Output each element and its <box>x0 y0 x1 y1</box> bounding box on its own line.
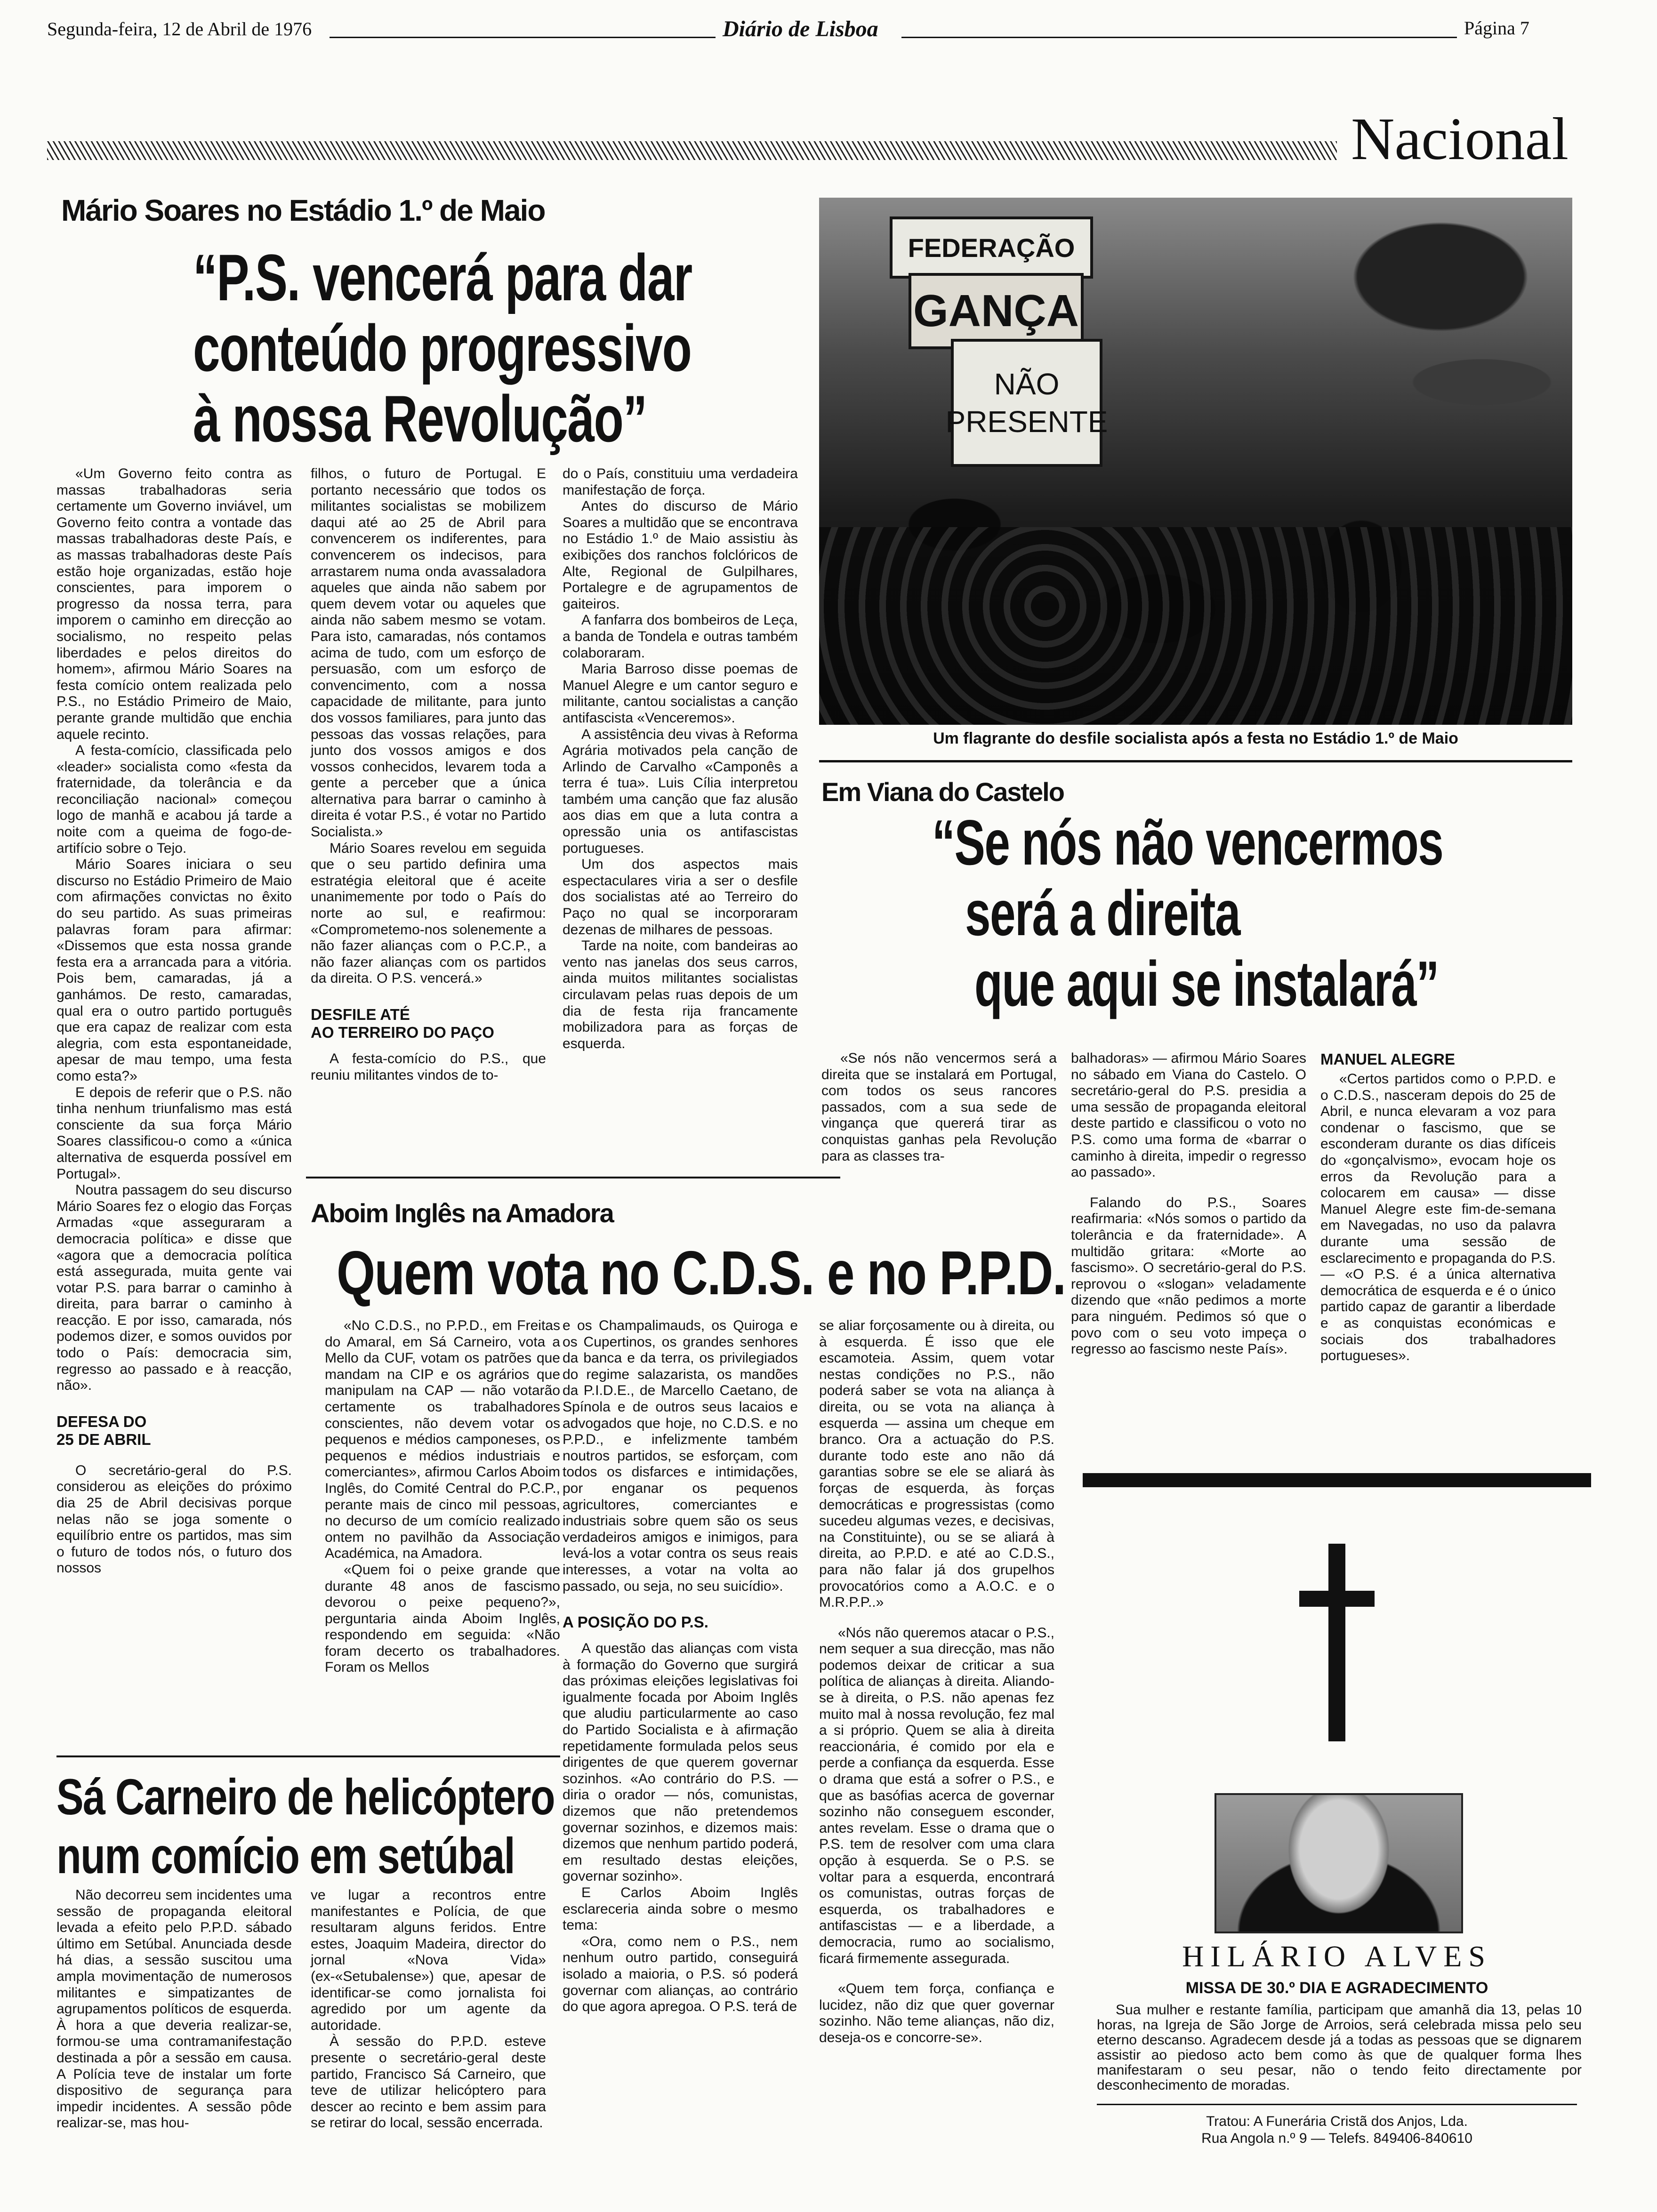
paragraph: «Se nós não vencermos será a direita que se instalará em Portugal, com todos os seus rancores passados, com a sua sede de vingança que quererá tirar as conquistas ganhas pela Revolução para as classes tra- <box>821 1050 1057 1164</box>
article-viana-castelo <box>819 762 1582 1364</box>
paragraph: «Quem tem força, confiança e lucidez, não diz que quer governar sozinho. Não teme alianças, não diz, deseja-os e concorre-se». <box>819 1981 1054 2045</box>
headline-line: “Se nós não vencermos <box>932 807 1443 878</box>
newspaper-name: Diário de Lisboa <box>723 16 878 41</box>
obituary-border-top <box>1083 1473 1591 1487</box>
page-number: Página 7 <box>1464 17 1529 39</box>
paragraph: «Certos partidos como o P.P.D. e o C.D.S., nasceram depois do 25 de Abril, e nunca elevaram a voz para condenar o fascismo, que se esconderam durante os dias difíceis do «gonçalvismo», evocam hoje os erros da Revolução para a colocarem em causa» — disse Manuel Alegre este fim-de-semana em Navegadas, no uso da palavra durante uma sessão de esclarecimento e propaganda do P.S. — «O P.S. é a única alternativa democrática de esquerda e é o único partido capaz de garantir a liberdade e as conquistas económicas e sociais dos trabalhadores portugueses». <box>1320 1071 1556 1364</box>
subheading: A POSIÇÃO DO P.S. <box>563 1613 708 1631</box>
photo-banner: FEDERAÇÃO <box>890 216 1093 279</box>
article-column <box>563 1318 798 2015</box>
subheading: MANUEL ALEGRE <box>1320 1050 1456 1068</box>
paragraph: A festa-comício, classificada pelo «leader» socialista como «festa da fraternidade, da tolerância e da reconciliação nacional» começou logo de manhã e acabou já tarde a noite com a queima de fogo-de-artifício sobre o Tejo. <box>56 743 292 856</box>
headline-line: Sá Carneiro de helicóptero <box>56 1768 555 1825</box>
paragraph: «No C.D.S., no P.P.D., em Freitas do Amaral, em Sá Carneiro, vota a Mello da CUF, votam os patrões que mandam na CIP e os agrários que manipulam na CAP — não votarão certamente os trabalhadores conscientes, não devem votar os pequenos e médios camponeses, os pequenos e médios industriais e comerciantes», afirmou Carlos Aboim Inglês, do Comité Central do P.C.P., perante mais de cinco mil pessoas, no decurso de um comício realizado ontem no pavilhão da Associação Académica, na Amadora. <box>325 1318 560 1562</box>
headline-line: que aqui se instalará” <box>974 948 1439 1019</box>
article-column <box>56 466 292 1577</box>
subheading-line: AO TERREIRO DO PAÇO <box>311 1024 494 1041</box>
obituary-rule <box>1097 2104 1577 2105</box>
article-headline <box>193 242 867 454</box>
cross-icon <box>1299 1544 1375 1741</box>
paragraph: A festa-comício do P.S., que reuniu militantes vindos de to- <box>311 1051 546 1083</box>
article-column <box>311 1887 546 2132</box>
headline-line: num comício em setúbal <box>56 1827 515 1884</box>
subheading <box>56 1413 292 1449</box>
paragraph: A questão das alianças com vista à formação do Governo que surgirá das próximas eleições legislativas foi igualmente focada por Aboim Inglês que aludiu particularmente ao caso do Partido Socialista e à afirmação repetidamente formulada pelos seus dirigentes de que querem governar sozinhos. «Ao contrário do P.S. — diria o orador — nós, comunistas, dizemos que não pretendemos governar sozinhos, e dizemos mais: dizemos que nenhum partido poderá, em resultado destas eleições, governar sozinho». <box>563 1641 798 1884</box>
photo-banner: GANÇA <box>909 273 1084 349</box>
article-column <box>56 1887 292 2132</box>
paragraph: A assistência deu vivas à Reforma Agrária motivados pela canção de Arlindo de Carvalho «Camponês a terra é tua». Luis Cília interpretou também uma canção que faz alusão aos dias em que a luta contra a opressão unia os antifascistas portugueses. <box>563 726 798 856</box>
paragraph: O secretário-geral do P.S. considerou as eleições do próximo dia 25 de Abril decisivas porque nelas não se joga somente o equilíbrio entre os partidos, mas sim o futuro de todos nós, o futuro dos nossos <box>56 1462 292 1576</box>
obituary-text <box>1097 2003 1582 2093</box>
paragraph: «Um Governo feito contra as massas trabalhadoras seria certamente um Governo inviável, um Governo feito contra a vontade das massas trabalhadoras deste País, e as massas trabalhadoras deste País estão hoje organizadas, estão hoje conscientes, para imporem o progresso da nossa terra, para imporem o caminho em direcção ao socialismo, no respeito pelas liberdades e pelos direitos do homem», afirmou Mário Soares na festa comício ontem realizada pelo P.S., no Estádio Primeiro de Maio, perante grande multidão que enchia aquele recinto. <box>56 466 292 742</box>
masthead-date: Segunda-feira, 12 de Abril de 1976 <box>47 18 312 40</box>
article-column <box>1320 1050 1556 1364</box>
paragraph: Não decorreu sem incidentes uma sessão de propaganda eleitoral levada a efeito pelo P.P.D. sábado último em Setúbal. Anunciada desde há dias, a sessão suscitou uma ampla movimentação de numerosos militantes e simpatizantes de agrupamentos políticos de esquerda. À hora a que deveria realizar-se, formou-se uma contramanifestação destinada a pôr a sessão em causa. A Polícia teve de instalar um forte dispositivo de segurança para impedir incidentes. A sessão pôde realizar-se, mas hou- <box>56 1887 292 2131</box>
article-headline <box>932 807 1641 1019</box>
funeral-home <box>1083 2113 1591 2147</box>
article-column <box>821 1050 1057 1164</box>
paragraph: Falando do P.S., Soares reafirmaria: «Nós somos o partido da tolerância e da fraternidade». A multidão gritara: «Morte ao fascismo». O secretário-geral do P.S. reprovou o «slogan» veladamente dizendo que «não pedimos a morte para ninguém. Pedimos só que o povo com o seu voto impeça o regresso ao fascismo neste País». <box>1071 1194 1306 1357</box>
masthead-rule-right <box>901 37 1457 38</box>
subheading-line: DESFILE ATÉ <box>311 1006 410 1023</box>
article-column <box>819 1318 1054 2046</box>
headline-line: conteúdo progressivo <box>193 311 692 385</box>
obituary-subtitle: MISSA DE 30.º DIA E AGRADECIMENTO <box>1185 1979 1488 1997</box>
headline-line: Quem vota no C.D.S. e no P.P.D. <box>337 1238 1066 1307</box>
paragraph: balhadoras» — afirmou Mário Soares no sábado em Viana do Castelo. O secretário-geral do P.S. presidia a uma sessão de propaganda eleitoral deste partido e classificou o voto no P.S. como uma forma de «barrar o caminho à direita, impedir o regresso ao passado». <box>1071 1050 1306 1180</box>
subheading <box>311 1006 546 1042</box>
subheading-line: DEFESA DO <box>56 1412 147 1430</box>
paragraph: «Quem foi o peixe grande que durante 48 anos de fascismo devorou o peixe pequeno?», perguntaria ainda Aboim Inglês, respondendo em seguida: «Não foram decerto os trabalhadores. Foram os Mellos <box>325 1562 560 1675</box>
article-sa-carneiro <box>52 1755 565 2207</box>
paragraph: se aliar forçosamente ou à direita, ou à esquerda. É isso que ele escamoteia. Assim, quem votar nestas condições no P.S., não poderá saber se vota na aliança à direita, ou se vota na aliança à esquerda — assina um cheque em branco. Ora a actuação do P.S. durante todo este ano não dá garantias sobre se ele se aliará às forças de esquerda, às forças democráticas e progressistas (como sucedeu algumas vezes, e decisivas, na Constituinte), ou se se aliará à direita, ao P.P.D. e até ao C.D.S., para não falar já dos grupelhos provocatórios como a A.O.C. e o M.R.P.P..» <box>819 1318 1054 1611</box>
portrait-photo <box>1215 1793 1463 1933</box>
paragraph: A fanfarra dos bombeiros de Leça, a banda de Tondela e outras também colaboraram. <box>563 612 798 661</box>
paragraph: Um dos aspectos mais espectaculares viria a ser o desfile dos socialistas até ao Terreiro do Paço no qual se incorporaram dezenas de milhares de pessoas. <box>563 857 798 938</box>
paragraph: Noutra passagem do seu discurso Mário Soares fez o elogio das Forças Armadas «que asseguraram a democracia política» e disse que «agora que a democracia política está assegurada, muita gente vai votar P.S. para barrar o caminho à direita, para barrar o caminho à reacção. E por isso, camarada, nós podemos dizer, e somos ouvidos por todo o País: democracia sim, regresso ao passado e à reacção, não». <box>56 1182 292 1394</box>
headline-line: “P.S. vencerá para dar <box>193 240 692 314</box>
paragraph: filhos, o futuro de Portugal. E portanto necessário que todos os militantes socialistas se mobilizem daqui até ao 25 de Abril para convencerem os indiferentes, para convencerem os indecisos, para arrastarem numa onda avassaladora aqueles que ainda não sabem por quem devem votar ou aqueles que ainda não sabem mesmo se votam. Para isto, camaradas, nós contamos acima de tudo, com um esforço de persuasão, com um esforço de convencimento, com a nossa capacidade de militante, para junto dos vossos familiares, para junto das pessoas das vossas relações, para junto dos vossos amigos e dos vossos conhecidos, levarem toda a gente a perceber que a única alternativa para barrar o caminho à direita é votar P.S., é votar no Partido Socialista.» <box>311 466 546 840</box>
parade-photo <box>819 198 1572 725</box>
paragraph: «Nós não queremos atacar o P.S., nem sequer a sua direcção, mas não podemos deixar de criticar a sua política de alianças à direita. Aliando-se à direita, o P.S. não apenas fez muito mal à nossa revolução, fez mal a si próprio. Quem se alia à direita reaccionária, é comido por ela e perde a confiança da esquerda. Esse o drama que está a sofrer o P.S., e que as basófias acerca de governar sozinho não conseguem esconder, antes revelam. Esse o drama que o P.S. tem de resolver com uma clara opção à esquerda. Se o P.S. se voltar para a esquerda, encontrará os comunistas, outras forças de esquerda, os trabalhadores e antifascistas — e a liberdade, a democracia, rumo ao socialismo, ficará firmemente assegurada. <box>819 1625 1054 1966</box>
paragraph: Mário Soares revelou em seguida que o seu partido definira uma estratégia eleitoral que é aceite unanimemente por todo o País do norte ao sul, e reafirmou: «Comprometemo-nos solenemente a não fazer alianças com o P.C.P., a não fazer alianças com os partidos da direita. O P.S. vencerá.» <box>311 840 546 986</box>
paragraph: Antes do discurso de Mário Soares a multidão que se encontrava no Estádio 1.º de Maio assistiu às exibições dos ranchos folclóricos de Alte, Regional de Gulpilhares, Portalegre e de agrupamentos de gaiteiros. <box>563 498 798 612</box>
paragraph: À sessão do P.P.D. esteve presente o secretário-geral deste partido, Francisco Sá Carneiro, que teve de utilizar helicóptero para descer ao recinto e bem assim para se retirar do local, sessão encerrada. <box>311 2034 546 2131</box>
paragraph: do o País, constituiu uma verdadeira manifestação de força. <box>563 466 798 498</box>
paragraph: Mário Soares iniciara o seu discurso no Estádio Primeiro de Maio com afirmações convictas no êxito do seu partido. As suas primeiras palavras foram para afirmar: «Dissemos que esta nossa grande festa era a arrancada para a vitória. Pois bem, camaradas, já a ganhámos. De resto, camaradas, qual era o outro partido português que era capaz de realizar com esta alegria, com esta espontaneidade, apesar de mau tempo, uma festa como esta?» <box>56 857 292 1084</box>
article-column <box>325 1318 560 1676</box>
article-kicker: Mário Soares no Estádio 1.º de Maio <box>61 193 545 227</box>
photo-sign: NÃO PRESENTE <box>951 339 1102 467</box>
paragraph: e os Champalimauds, os Quiroga e os Cupertinos, os grandes senhores da banca e da terra, os privilegiados do regime salazarista, os mandões da P.I.D.E., de Marcello Caetano, de Spínola e de outros seus lacaios e advogados que hoje, no C.D.S. e no P.P.D., e infelizmente também noutros partidos, se esforçam, com todos os disfarces e intimidações, por enganar os pequenos agricultores, comerciantes e industriais sobre quem são os seus verdadeiros amigos e inimigos, para levá-los a votar contra os seus reais interesses, a votar na volta ao passado, ou seja, no seu suicídio». <box>563 1318 798 1594</box>
paragraph: Maria Barroso disse poemas de Manuel Alegre e um cantor seguro e militante, cantou socialistas a canção antifascista «Venceremos». <box>563 661 798 726</box>
article-kicker: Em Viana do Castelo <box>821 777 1064 807</box>
paragraph: Sua mulher e restante família, participam que amanhã dia 13, pelas 10 horas, na Igreja de São Jorge de Arroios, será celebrada missa pelo seu eterno descanso. Agradecem desde já a todas as pessoas que se dignarem assistir ao piedoso acto bem como às que de qualquer forma lhes manifestaram o seu pesar, não o tendo feito directamente por desconhecimento de moradas. <box>1097 2002 1582 2093</box>
paragraph: ve lugar a recontros entre manifestantes e Polícia, de que resultaram alguns feridos. Entre estes, Joaquim Madeira, director do jornal «Nova Vida» (ex-«Setubalense») que, apesar de identificar-se como jornalista foi agredido por um agente da autoridade. <box>311 1887 546 2033</box>
paragraph: E depois de referir que o P.S. não tinha nenhum triunfalismo mas está consciente da sua força Mário Soares classificou-o como a «única alternativa de esquerda possível em Portugal». <box>56 1084 292 1182</box>
photo-caption: Um flagrante do desfile socialista após a festa no Estádio 1.º de Maio <box>933 729 1458 747</box>
obituary-name: HILÁRIO ALVES <box>1182 1940 1492 1973</box>
article-headline <box>337 1240 1248 1306</box>
headline-line: será a direita <box>965 877 1240 949</box>
photo-tree <box>1243 198 1572 395</box>
article-kicker: Aboim Inglês na Amadora <box>311 1198 613 1228</box>
subheading-line: 25 DE ABRIL <box>56 1430 151 1448</box>
section-title: Nacional <box>1351 105 1569 172</box>
photo-crowd <box>819 527 1572 725</box>
headline-line: à nossa Revolução” <box>193 382 647 456</box>
funeral-home-line: Rua Angola n.º 9 — Telefs. 849406-840610 <box>1201 2131 1472 2146</box>
article-column <box>563 466 798 1052</box>
article-headline <box>56 1767 679 1885</box>
obituary-notice <box>1083 1473 1591 2093</box>
funeral-home-line: Tratou: A Funerária Cristã dos Anjos, Lda. <box>1206 2114 1468 2129</box>
article-column <box>311 466 546 1083</box>
paragraph: E Carlos Aboim Inglês esclareceria ainda sobre o mesmo tema: <box>563 1885 798 1933</box>
paragraph: Tarde na noite, com bandeiras ao vento nas janelas dos seus carros, ainda muitos militantes socialistas circulavam pelas ruas depois de um dia de festa rija francamente mobilizadora para as forças de esquerda. <box>563 938 798 1051</box>
paragraph: «Ora, como nem o P.S., nem nenhum outro partido, conseguirá isolado a maioria, o P.S. só poderá governar com alianças, ao contrário do que agora apregoa. O P.S. terá de <box>563 1933 798 2015</box>
